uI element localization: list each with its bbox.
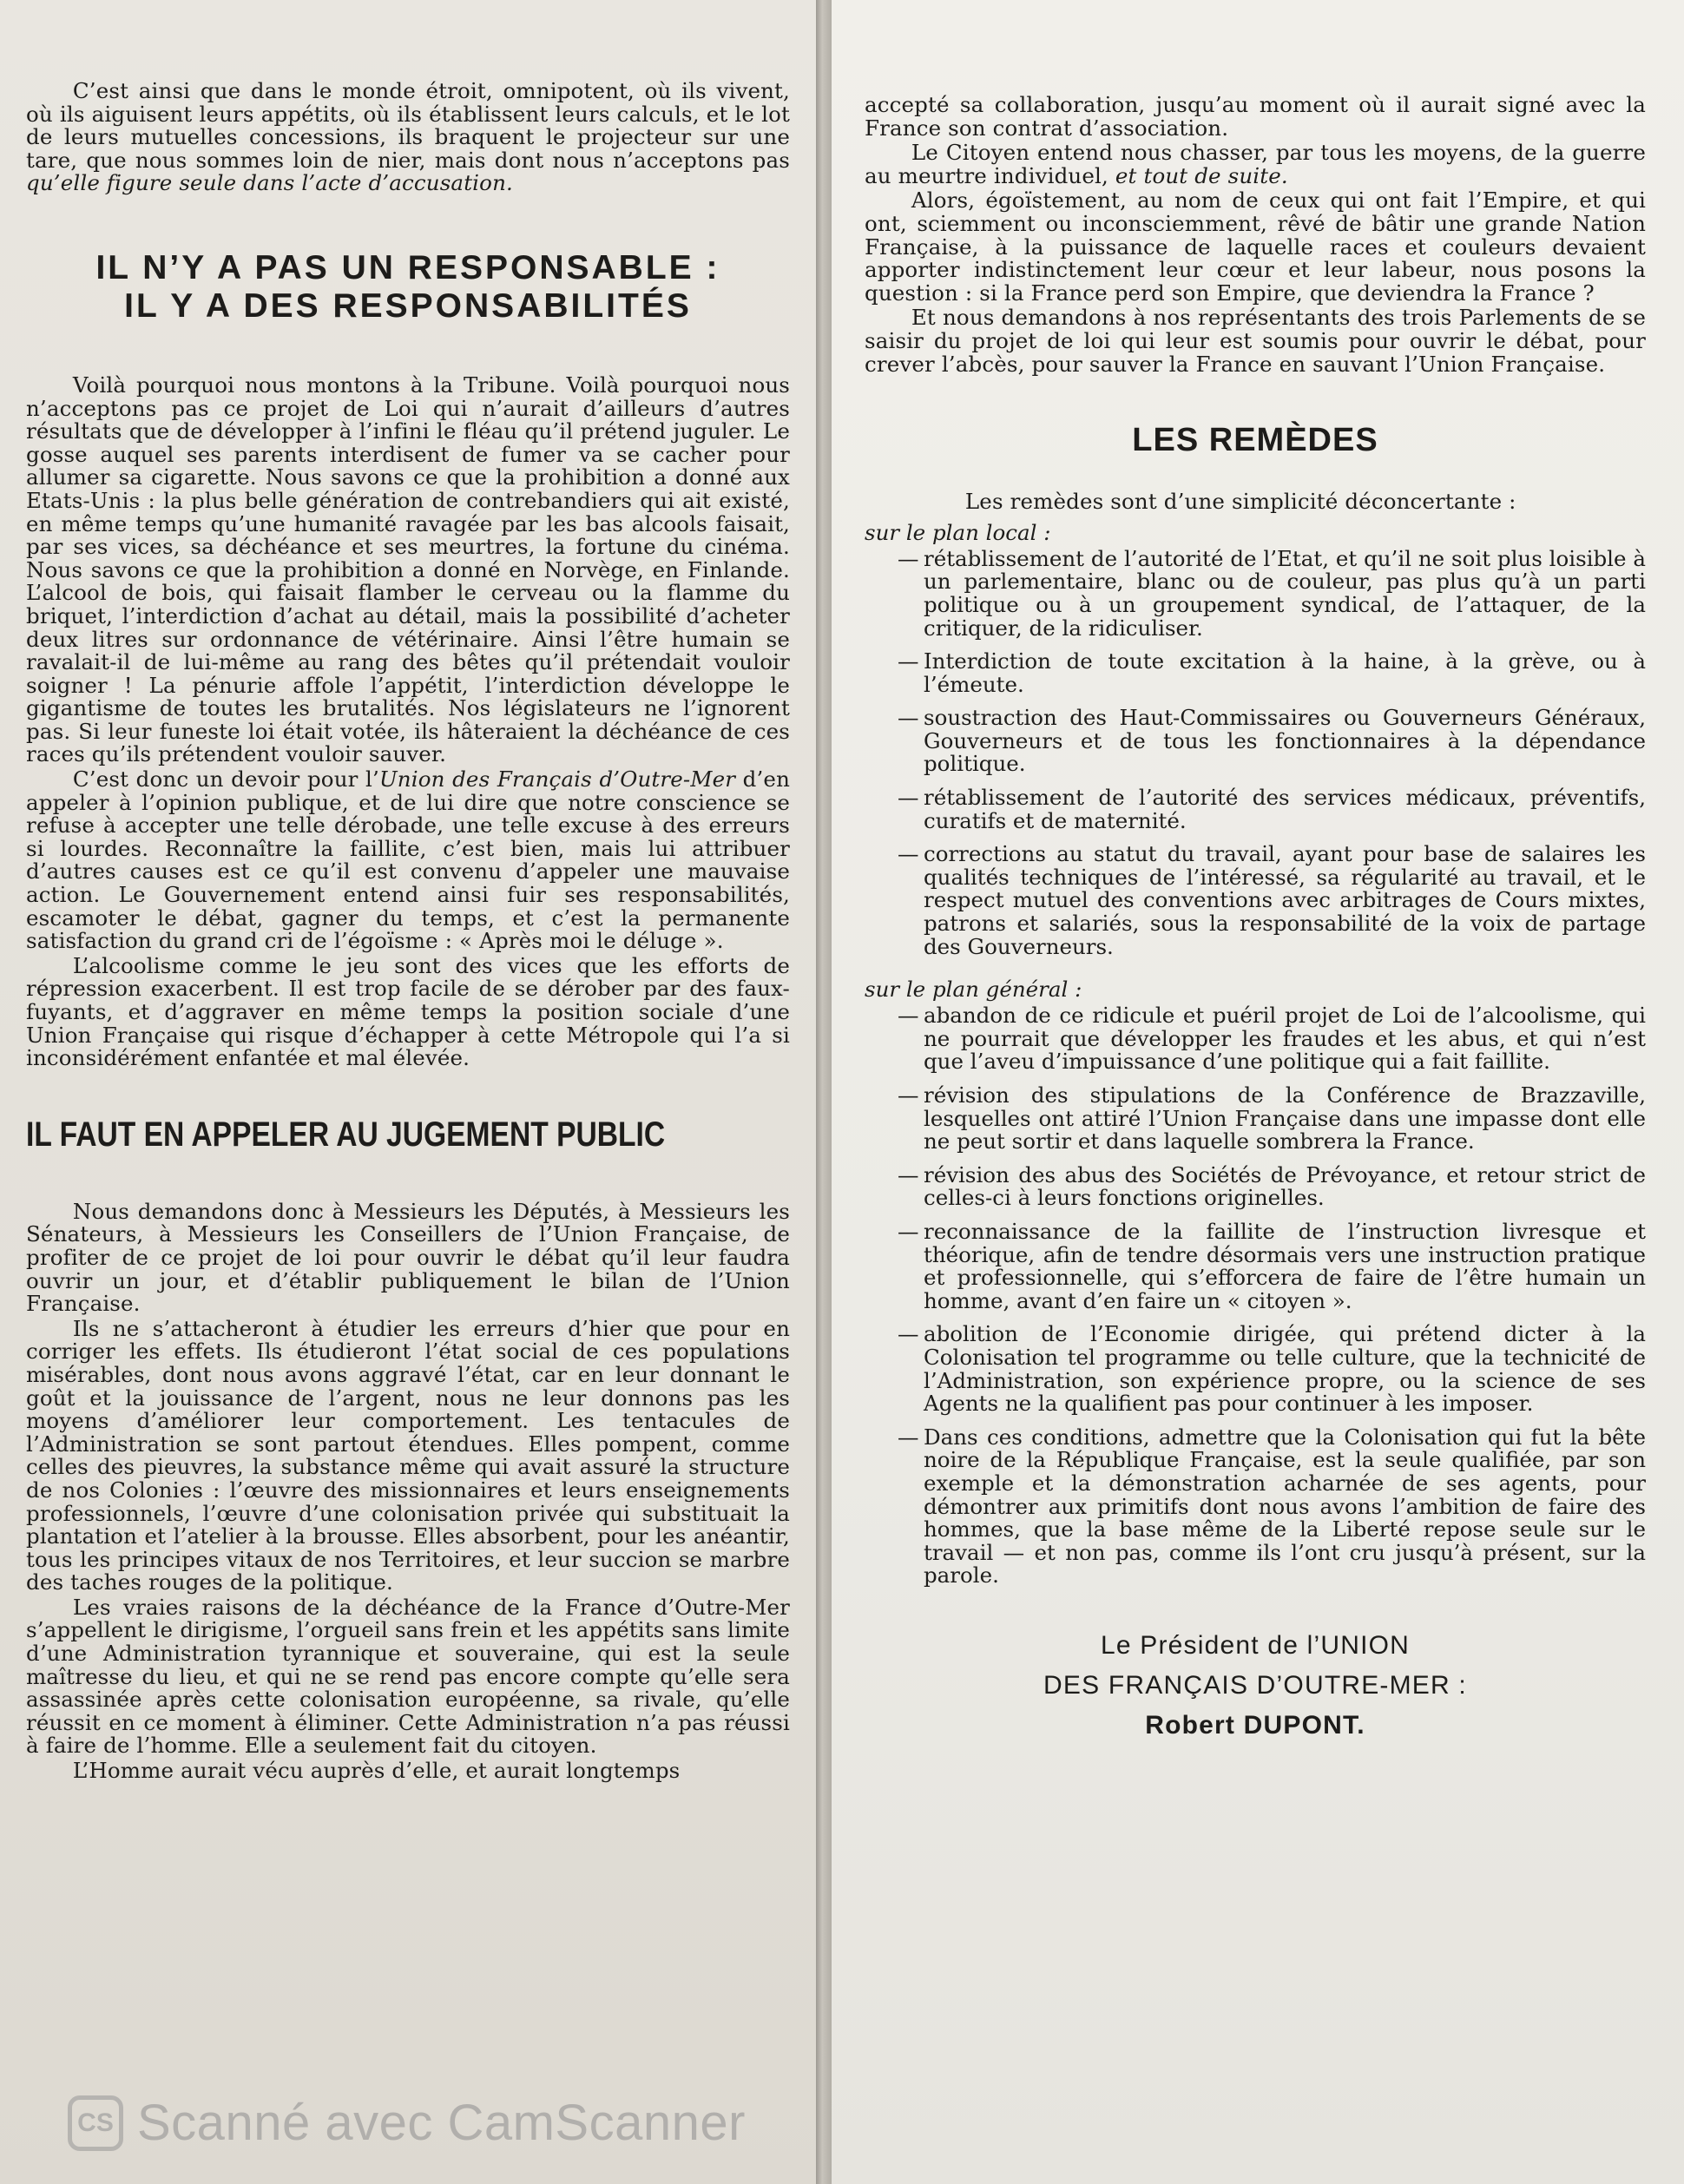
dash-glyph: —: [898, 705, 919, 731]
dash-glyph: —: [898, 1161, 919, 1187]
heading-remedes-text: LES REMÈDES: [1132, 422, 1378, 459]
paragraph-alcoolisme: L’alcoolisme comme le jeu sont des vices que les efforts de répression exacerbent. Il est trop facile de se dérober par des faux-fuyants, et d’aggraver en même temps la position sociale d’une Union Française qui risque d’échapper à cette Métropole qui l’a si inconsidérément enfantée et mal élevée.: [26, 952, 790, 1071]
paragraph-egoistement: Alors, égoïstement, au nom de ceux qui ont fait l’Empire, et qui ont, sciemment ou inconsciemment, rêvé de bâtir une grande Nation Française, à la puissance de laquelle races et couleurs devaient apporter indistinctement leur cœur et leur labeur, nous posons la question : si la France perd son Empire, que deviendra la France ?: [865, 187, 1646, 306]
list-item: — Dans ces conditions, admettre que la Colonisation qui fut la bête noire de la République Française, est la seule qualifiée, par son exemple et la démonstration acharnée de ses agents, pour démontrer aux primitifs dont nous avons l’ambition de faire des hommes, que la base même de la Liberté repose seule sur le travail — et non pas, comme ils l’ont cru jusqu’à présent, sur la parole.: [898, 1424, 1646, 1589]
local-remedies-list: [865, 545, 1646, 959]
remedes-intro: Les remèdes sont d’une simplicité déconcertante :: [964, 489, 1516, 515]
list-item: — reconnaissance de la faillite de l’instruction livresque et théorique, afin de tendre désormais vers une instruction pratique et professionnelle, qui s’efforcera de faire de l’être humain un homme, avant d’en faire un « citoyen ».: [898, 1218, 1646, 1313]
camscanner-logo-icon: CS: [68, 2095, 123, 2151]
left-intro-paragraph: C’est ainsi que dans le monde étroit, omnipotent, où ils vivent, où ils aiguisent leurs appétits, où ils établissent leurs calculs, et le lot de leurs mutuelles concessions, ils braquent le projecteur sur une tare, que nous sommes loin de nier, mais dont nous n’acceptons pas qu’elle figure seule dans l’acte d’accusation.: [26, 78, 790, 196]
dash-glyph: —: [898, 1003, 919, 1029]
list-item: — rétablissement de l’autorité des services médicaux, préventifs, curatifs et de maternité.: [898, 785, 1646, 833]
heading-jugement-public: [26, 1115, 790, 1154]
list-item: — révision des stipulations de la Conférence de Brazzaville, lesquelles ont attiré l’Union Française dans une impasse dont elle ne peut sortir et dans laquelle sombrera la France.: [898, 1082, 1646, 1154]
paragraph-deputes: Nous demandons donc à Messieurs les Députés, à Messieurs les Sénateurs, à Messieurs les Conseillers de l’Union Française, de profiter de ce projet de loi pour ouvrir le débat qu’il leur faudra ouvrir un jour, et d’établir publiquement le bilan de l’Union Française.: [26, 1198, 790, 1317]
list-item: — rétablissement de l’autorité de l’Etat, et qu’il ne soit plus loisible à un parlementaire, blanc ou de couleur, pas plus qu’à un parti politique ou à un groupement syndical, de l’attaquer, de la critiquer, de la ridiculiser.: [898, 545, 1646, 641]
dash-glyph: —: [898, 785, 919, 811]
dash-glyph: —: [898, 545, 919, 571]
signature-title: Le Président de l’UNION: [1100, 1630, 1411, 1660]
paragraph-homme: L’Homme aurait vécu auprès d’elle, et aurait longtemps: [72, 1758, 681, 1784]
page-fold: [816, 0, 832, 2184]
paragraph-continuation: accepté sa collaboration, jusqu’au moment où il aurait signé avec la France son contrat d’association.: [865, 92, 1646, 141]
general-remedies-list: [865, 1004, 1646, 1588]
dash-glyph: —: [898, 841, 919, 867]
heading-responsables-line1: IL N’Y A PAS UN RESPONSABLE :: [95, 248, 720, 286]
dash-glyph: —: [898, 1218, 919, 1244]
signature-block: [865, 1626, 1646, 1746]
heading-remedes: [865, 421, 1646, 459]
paragraph-parlements: Et nous demandons à nos représentants des trois Parlements de se saisir du projet de loi qui leur est soumis pour ouvrir le débat, pour crever l’abcès, pour sauver la France en sauvant l’Union Française.: [865, 305, 1646, 377]
list-item: — abolition de l’Economie dirigée, qui prétend dicter à la Colonisation tel programme ou telle culture, que la technicité de l’Administration, son expérience propre, ou la science de ses Agents ne la qualifient pas pour continuer à les imposer.: [898, 1321, 1646, 1417]
list-item: — soustraction des Haut-Commissaires ou Gouverneurs Généraux, Gouverneurs et de tous les fonctionnaires à la dépendance politique.: [898, 705, 1646, 777]
list-item: — Interdiction de toute excitation à la haine, à la grève, ou à l’émeute.: [898, 648, 1646, 697]
list-item: — abandon de ce ridicule et puéril projet de Loi de l’alcoolisme, qui ne pourrait que développer les fraudes et les abus, et qui n’est que l’aveu d’impuissance d’une politique qui a fait faillite.: [898, 1003, 1646, 1075]
paragraph-devoir: C’est donc un devoir pour l’Union des Français d’Outre-Mer d’en appeler à l’opinion publique, et de lui dire que notre conscience se refuse à accepter une telle dérobade, une telle excuse à des erreurs si lourdes. Reconnaître la faillite, c’est bien, mais lui attribuer d’autres causes est ce qu’il est convenu d’appeler une mauvaise action. Le Gouvernement entend ainsi fuir ses responsabilités, escamoter le débat, gagner du temps, et c’est la permanente satisfaction du grand cri de l’égoïsme : « Après moi le déluge ».: [26, 766, 790, 954]
paragraph-citoyen: Le Citoyen entend nous chasser, par tous les moyens, de la guerre au meurtre individuel, et tout de suite.: [865, 140, 1646, 188]
paragraph-vraies-raisons: Les vraies raisons de la déchéance de la France d’Outre-Mer s’appellent le dirigisme, l’orgueil sans frein et les appétits sans limite d’une Administration tyrannique et souveraine, qui est la seule maîtresse du lieu, et qui ne se rend pas encore compte qu’elle sera assassinée après cette colonisation européenne, sa rivale, qu’elle réussit en ce moment à éliminer. Cette Administration n’a pas réussi à faire de l’homme. Elle a seulement fait du citoyen.: [26, 1594, 790, 1759]
camscanner-watermark: [68, 2094, 746, 2152]
signature-name: Robert DUPONT.: [1145, 1710, 1365, 1740]
dash-glyph: —: [898, 1321, 919, 1347]
paragraph-tribune: Voilà pourquoi nous montons à la Tribune. Voilà pourquoi nous n’acceptons pas ce projet de Loi qui n’aurait d’ailleurs d’autres résultats que de développer à l’infini le fléau qu’il prétend juguler. Le gosse auquel ses parents interdisent de fumer va se cacher pour allumer sa cigarette. Nous savons ce que la prohibition a donné aux Etats-Unis : la plus belle génération de contrebandiers qui ait existé, en même temps qu’une humanité ravagée par les bas alcools faisait, par ses vices, sa déchéance et ses meurtres, la fortune du cinéma. Nous savons ce que la prohibition a donné en Norvège, en Finlande. L’alcool de bois, qui faisait flamber le cerveau ou la flamme du briquet, l’interdiction d’achat au détail, mais la possibilité d’acheter deux litres sur ordonnance de vétérinaire. Ainsi l’être humain se ravalait-il de lui-même au rang des bêtes qu’il prétendait vouloir soigner ! La pénurie affole l’appétit, l’interdiction développe le gigantisme de toutes les brutalités. Nos législateurs ne l’ignorent pas. Si leur funeste loi était votée, ils hâteraient la déchéance de ces races qu’ils prétendent vouloir sauver.: [26, 372, 790, 767]
dash-glyph: —: [898, 1082, 919, 1108]
left-page: [0, 0, 816, 2184]
plan-local-label: sur le plan local :: [865, 519, 1051, 545]
heading-jugement-public-text: IL FAUT EN APPELER AU JUGEMENT PUBLIC: [26, 1115, 666, 1154]
plan-general-label: sur le plan général :: [865, 977, 1082, 1003]
watermark-text: Scanné avec CamScanner: [137, 2095, 746, 2151]
right-page: [832, 0, 1684, 2184]
heading-responsables: [26, 249, 790, 326]
right-column: [865, 94, 1646, 1746]
paragraph-erreurs: Ils ne s’attacheront à étudier les erreurs d’hier que pour en corriger les effets. Ils étudieront l’état social de ces populations misérables, dont nous avons aggravé l’état, car en leur donnant le goût et la jouissance de l’argent, nous ne leur donnons pas les moyens d’améliorer leur comportement. Les tentacules de l’Administration se sont partout étendues. Elles pompent, comme celles des pieuvres, la substance même qui avait assuré la structure de nos Colonies : l’œuvre des missionnaires et leurs enseignements professionnels, l’œuvre d’une colonisation privée qui substituait la plantation et l’atelier à la brousse. Elles absorbent, pour les anéantir, tous les principes vitaux de nos Territoires, et leur succion se marbre des taches rouges de la politique.: [26, 1315, 790, 1595]
list-item: — corrections au statut du travail, ayant pour base de salaires les qualités techniques de l’intéressé, sa régularité au travail, et le respect mutuel des conventions avec arbitrages de Cours mixtes, patrons et salariés, sous la responsabilité de la voix de partage des Gouverneurs.: [898, 841, 1646, 959]
left-column: [26, 80, 790, 1783]
dash-glyph: —: [898, 648, 919, 674]
heading-responsables-line2: IL Y A DES RESPONSABILITÉS: [124, 286, 692, 325]
dash-glyph: —: [898, 1424, 919, 1450]
list-item: — révision des abus des Sociétés de Prévoyance, et retour strict de celles-ci à leurs fonctions originelles.: [898, 1161, 1646, 1211]
signature-organisation: DES FRANÇAIS D’OUTRE-MER :: [1043, 1670, 1467, 1700]
